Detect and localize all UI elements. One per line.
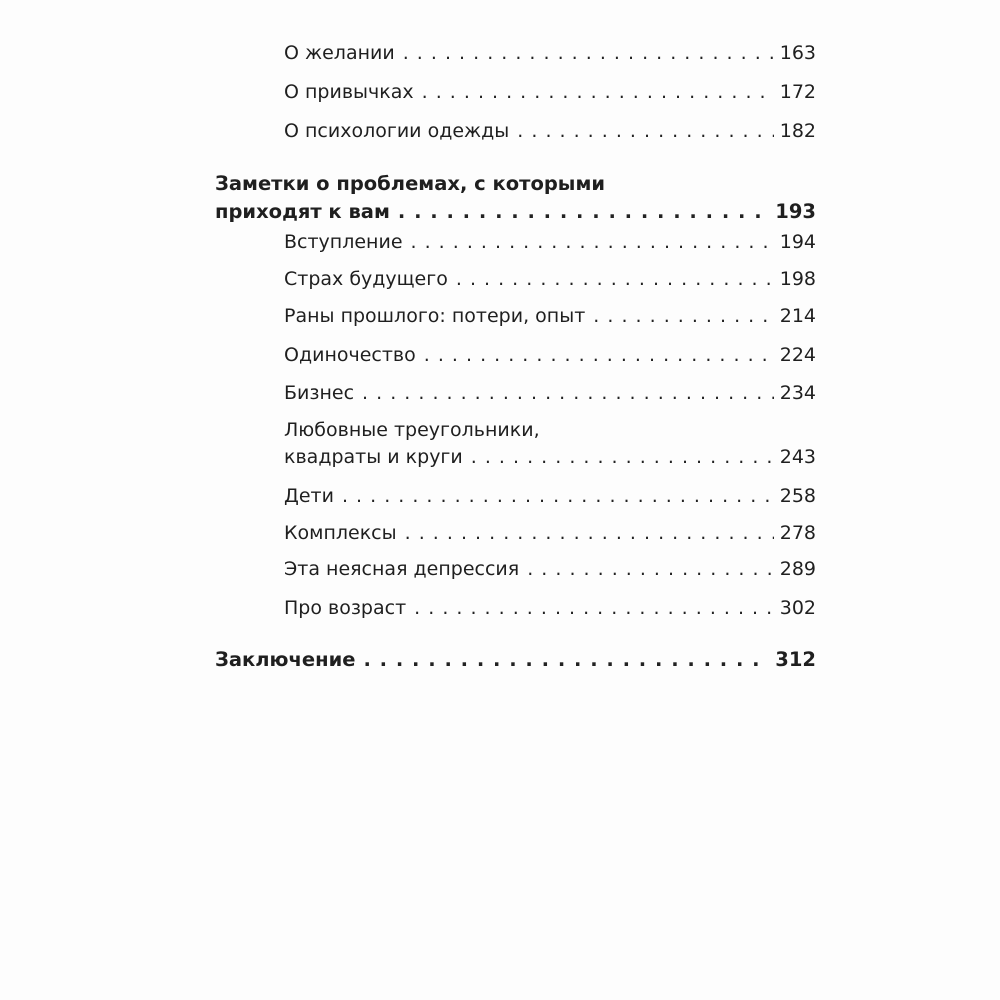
toc-entry bbox=[284, 381, 816, 405]
toc-entry bbox=[284, 267, 816, 291]
toc-entry-title: Дети bbox=[284, 485, 334, 507]
toc-entry bbox=[284, 304, 816, 328]
toc-entry bbox=[284, 343, 816, 367]
leader-dots bbox=[471, 445, 774, 469]
toc-entry-title: Вступление bbox=[284, 231, 403, 253]
toc-entry-title: Про возраст bbox=[284, 597, 407, 619]
toc-entry bbox=[284, 80, 816, 104]
toc-entry bbox=[284, 596, 816, 620]
toc-entry bbox=[284, 445, 816, 469]
toc-entry-title: Комплексы bbox=[284, 522, 397, 544]
leader-dots bbox=[362, 381, 774, 405]
toc-entry-page: 214 bbox=[779, 305, 816, 327]
toc-entry bbox=[284, 557, 816, 581]
conclusion-entry bbox=[215, 648, 816, 672]
toc-entry-page: 224 bbox=[779, 344, 816, 366]
toc-entry-page: 278 bbox=[779, 522, 816, 544]
toc-entry-page: 198 bbox=[779, 268, 816, 290]
toc-entry-title: Страх будущего bbox=[284, 268, 448, 290]
leader-dots bbox=[456, 267, 774, 291]
leader-dots bbox=[403, 41, 774, 65]
leader-dots bbox=[593, 304, 773, 328]
leader-dots bbox=[422, 80, 774, 104]
section-title-line: Заметки о проблемах, с которыми bbox=[215, 172, 606, 195]
toc-entry-page: 243 bbox=[779, 446, 816, 468]
conclusion-title: Заключение bbox=[215, 648, 356, 671]
toc-entry bbox=[284, 119, 816, 143]
toc-entry bbox=[284, 484, 816, 508]
leader-dots bbox=[527, 557, 774, 581]
toc-entry-title-line: квадраты и круги bbox=[284, 446, 463, 468]
toc-entry-title: О привычках bbox=[284, 81, 414, 103]
leader-dots bbox=[363, 648, 769, 672]
leader-dots bbox=[411, 230, 774, 254]
toc-entry-page: 194 bbox=[779, 231, 816, 253]
toc-entry-page: 258 bbox=[779, 485, 816, 507]
section-title-line: приходят к вам bbox=[215, 200, 390, 223]
toc-entry bbox=[284, 41, 816, 65]
section-entry bbox=[215, 200, 816, 224]
toc-entry-title: Одиночество bbox=[284, 344, 416, 366]
toc-entry bbox=[284, 230, 816, 254]
toc-entry-page: 172 bbox=[779, 81, 816, 103]
leader-dots bbox=[414, 596, 774, 620]
leader-dots bbox=[398, 200, 769, 224]
toc-entry-page: 163 bbox=[779, 42, 816, 64]
toc-entry-title: Бизнес bbox=[284, 382, 355, 404]
toc-entry-page: 289 bbox=[779, 558, 816, 580]
toc-entry-title: Эта неясная депрессия bbox=[284, 558, 520, 580]
section-page: 193 bbox=[775, 200, 816, 223]
toc-entry-page: 302 bbox=[779, 597, 816, 619]
toc-entry bbox=[284, 521, 816, 545]
leader-dots bbox=[424, 343, 774, 367]
toc-entry-page: 182 bbox=[779, 120, 816, 142]
leader-dots bbox=[405, 521, 774, 545]
toc-entry-title: О психологии одежды bbox=[284, 120, 510, 142]
conclusion-page: 312 bbox=[775, 648, 816, 671]
toc-entry-page: 234 bbox=[779, 382, 816, 404]
toc-entry-title-line: Любовные треугольники, bbox=[284, 419, 540, 441]
toc-entry-title: О желании bbox=[284, 42, 395, 64]
leader-dots bbox=[342, 484, 774, 508]
toc-entry-title: Раны прошлого: потери, опыт bbox=[284, 305, 586, 327]
leader-dots bbox=[517, 119, 773, 143]
